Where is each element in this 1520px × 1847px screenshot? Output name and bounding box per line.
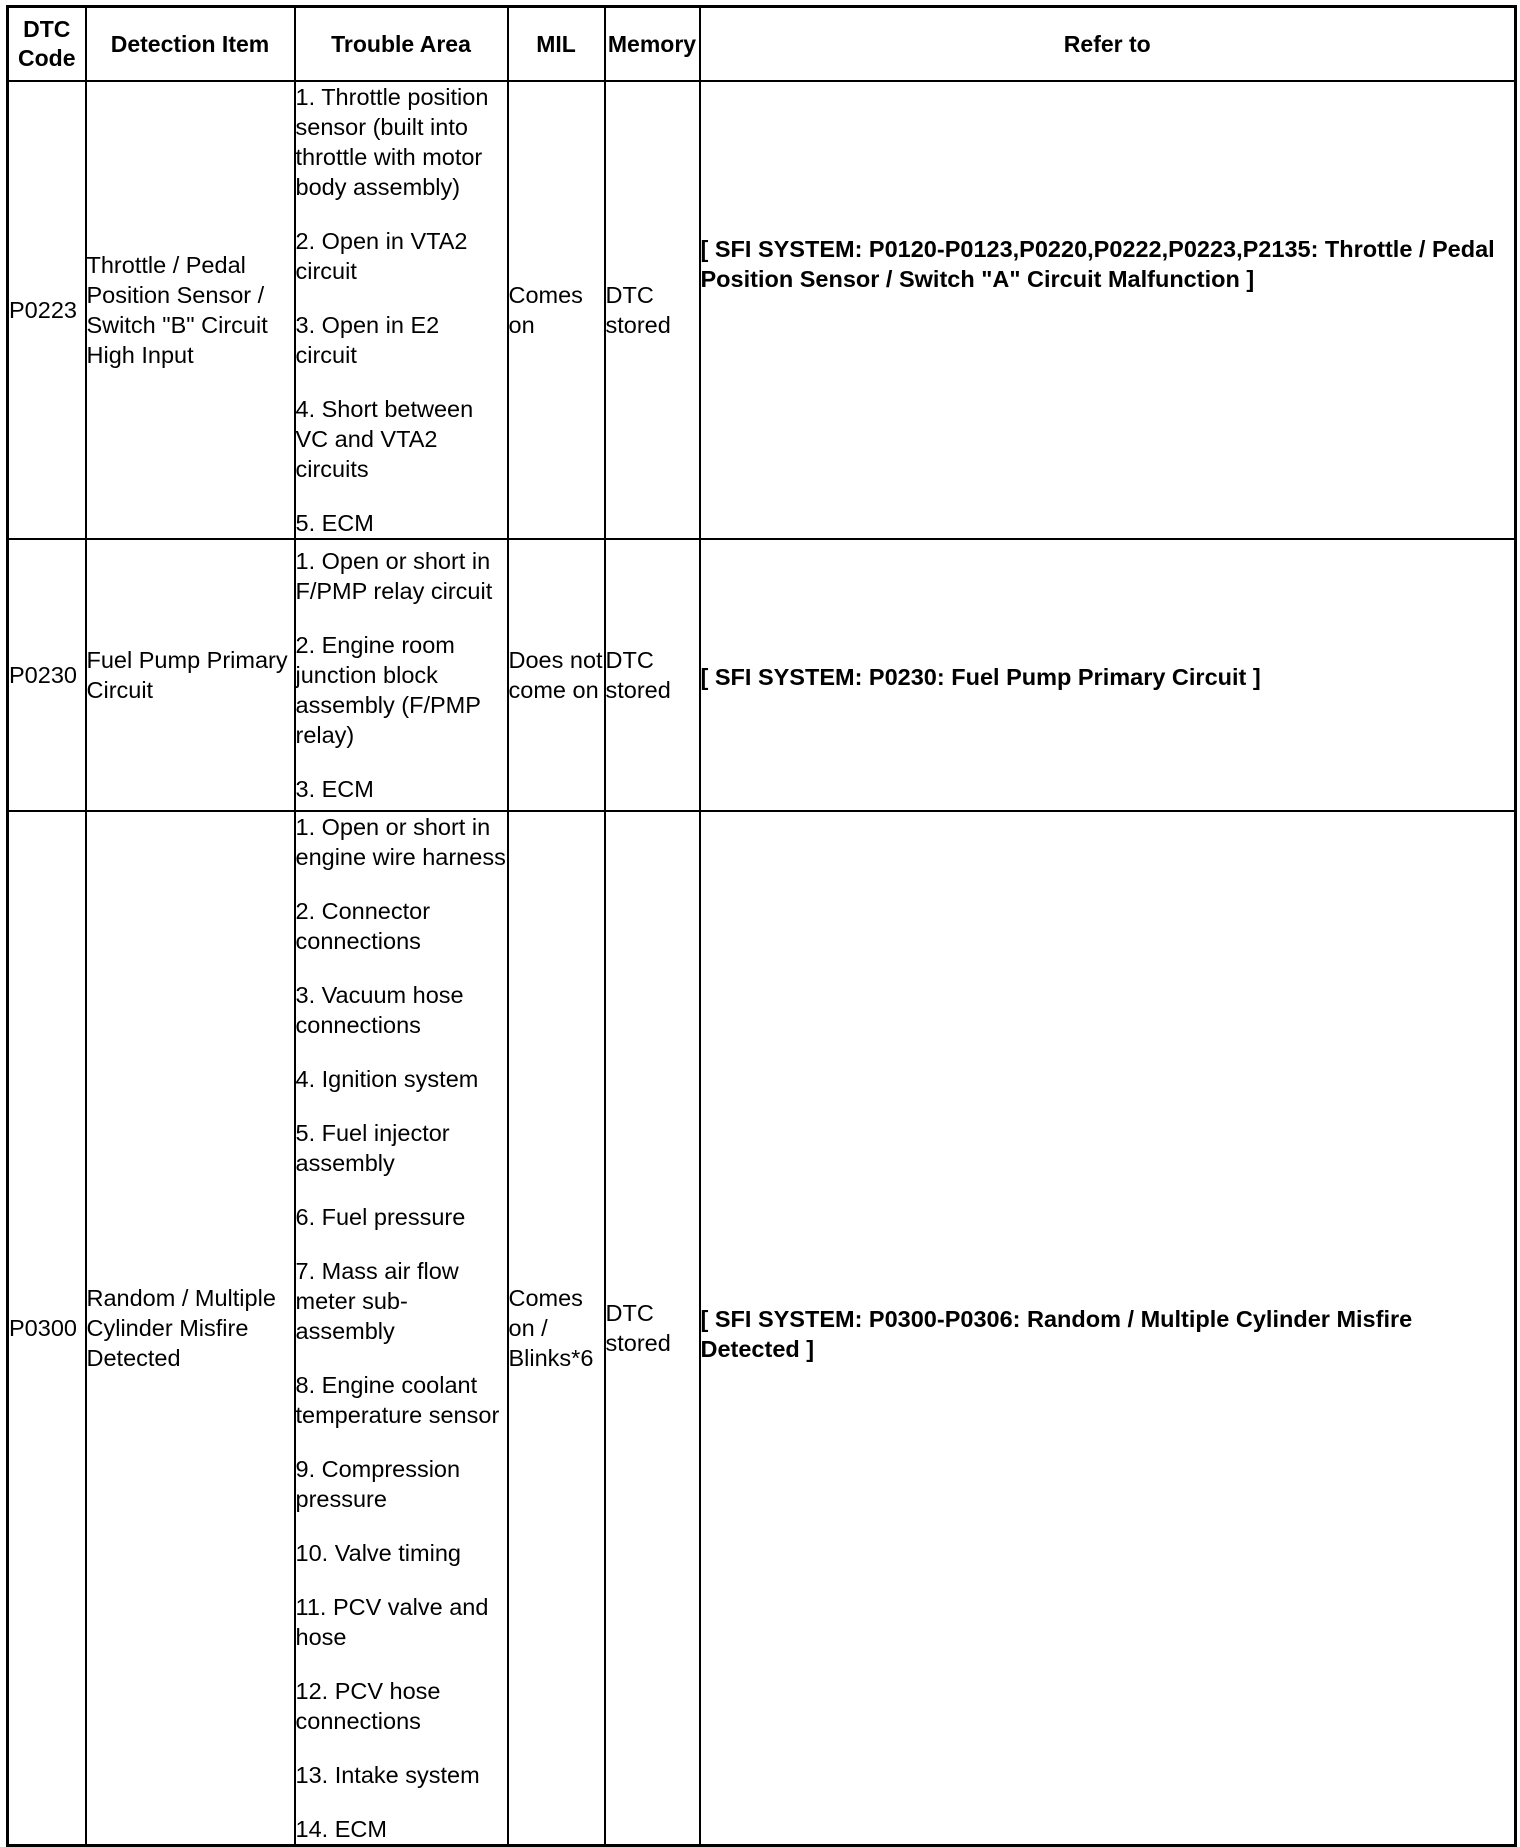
memory-status: DTC stored [605,539,700,811]
dtc-table [6,5,1517,1847]
table-row [8,81,1516,539]
trouble-item: 8. Engine coolant temperature sensor [295,1372,500,1428]
header-trouble-area: Trouble Area [295,7,508,82]
header-dtc-code: DTC Code [8,7,86,82]
dtc-code: P0300 [8,811,86,1846]
trouble-item: 1. Throttle position sensor (built into throttle with motor body assembly) [295,84,489,200]
header-detection-item: Detection Item [86,7,295,82]
trouble-area [295,811,508,1846]
trouble-item: 3. Open in E2 circuit [295,312,440,368]
trouble-item: 14. ECM [295,1816,387,1842]
header-row [8,7,1516,82]
header-refer-to: Refer to [700,7,1516,82]
detection-item: Random / Multiple Cylinder Misfire Detected [86,811,295,1846]
header-mil: MIL [508,7,605,82]
trouble-item: 12. PCV hose connections [295,1678,441,1734]
refer-to-link[interactable]: [ SFI SYSTEM: P0230: Fuel Pump Primary Circuit ] [700,539,1516,811]
trouble-area [295,81,508,539]
trouble-item: 2. Connector connections [295,898,431,954]
trouble-item: 2. Open in VTA2 circuit [295,228,468,284]
table-row [8,811,1516,1846]
mil-status: Comes on / Blinks*6 [508,811,605,1846]
trouble-item: 9. Compression pressure [295,1456,461,1512]
trouble-item: 1. Open or short in engine wire harness [295,814,506,870]
table-row [8,539,1516,811]
trouble-item: 13. Intake system [295,1762,480,1788]
trouble-item: 5. Fuel injector assembly [295,1120,450,1176]
detection-item: Fuel Pump Primary Circuit [86,539,295,811]
trouble-item: 4. Short between VC and VTA2 circuits [295,396,474,482]
refer-to-link[interactable]: [ SFI SYSTEM: P0120-P0123,P0220,P0222,P0223,P2135: Throttle / Pedal Position Sensor / Switch "A" Circuit Malfunction ] [700,81,1516,539]
trouble-item: 3. ECM [295,776,374,802]
detection-item: Throttle / Pedal Position Sensor / Switch "B" Circuit High Input [86,81,295,539]
trouble-item: 3. Vacuum hose connections [295,982,464,1038]
trouble-item: 11. PCV valve and hose [295,1594,489,1650]
mil-status: Does not come on [508,539,605,811]
trouble-area [295,539,508,811]
trouble-item: 2. Engine room junction block assembly (F/PMP relay) [295,632,481,748]
trouble-item: 1. Open or short in F/PMP relay circuit [295,548,493,604]
memory-status: DTC stored [605,81,700,539]
dtc-code: P0230 [8,539,86,811]
memory-status: DTC stored [605,811,700,1846]
trouble-item: 6. Fuel pressure [295,1204,466,1230]
dtc-code: P0223 [8,81,86,539]
trouble-item: 10. Valve timing [295,1540,461,1566]
header-memory: Memory [605,7,700,82]
trouble-item: 7. Mass air flow meter sub-assembly [295,1258,459,1344]
trouble-item: 4. Ignition system [295,1066,479,1092]
mil-status: Comes on [508,81,605,539]
refer-to-link[interactable]: [ SFI SYSTEM: P0300-P0306: Random / Multiple Cylinder Misfire Detected ] [700,811,1516,1846]
trouble-item: 5. ECM [295,510,374,536]
